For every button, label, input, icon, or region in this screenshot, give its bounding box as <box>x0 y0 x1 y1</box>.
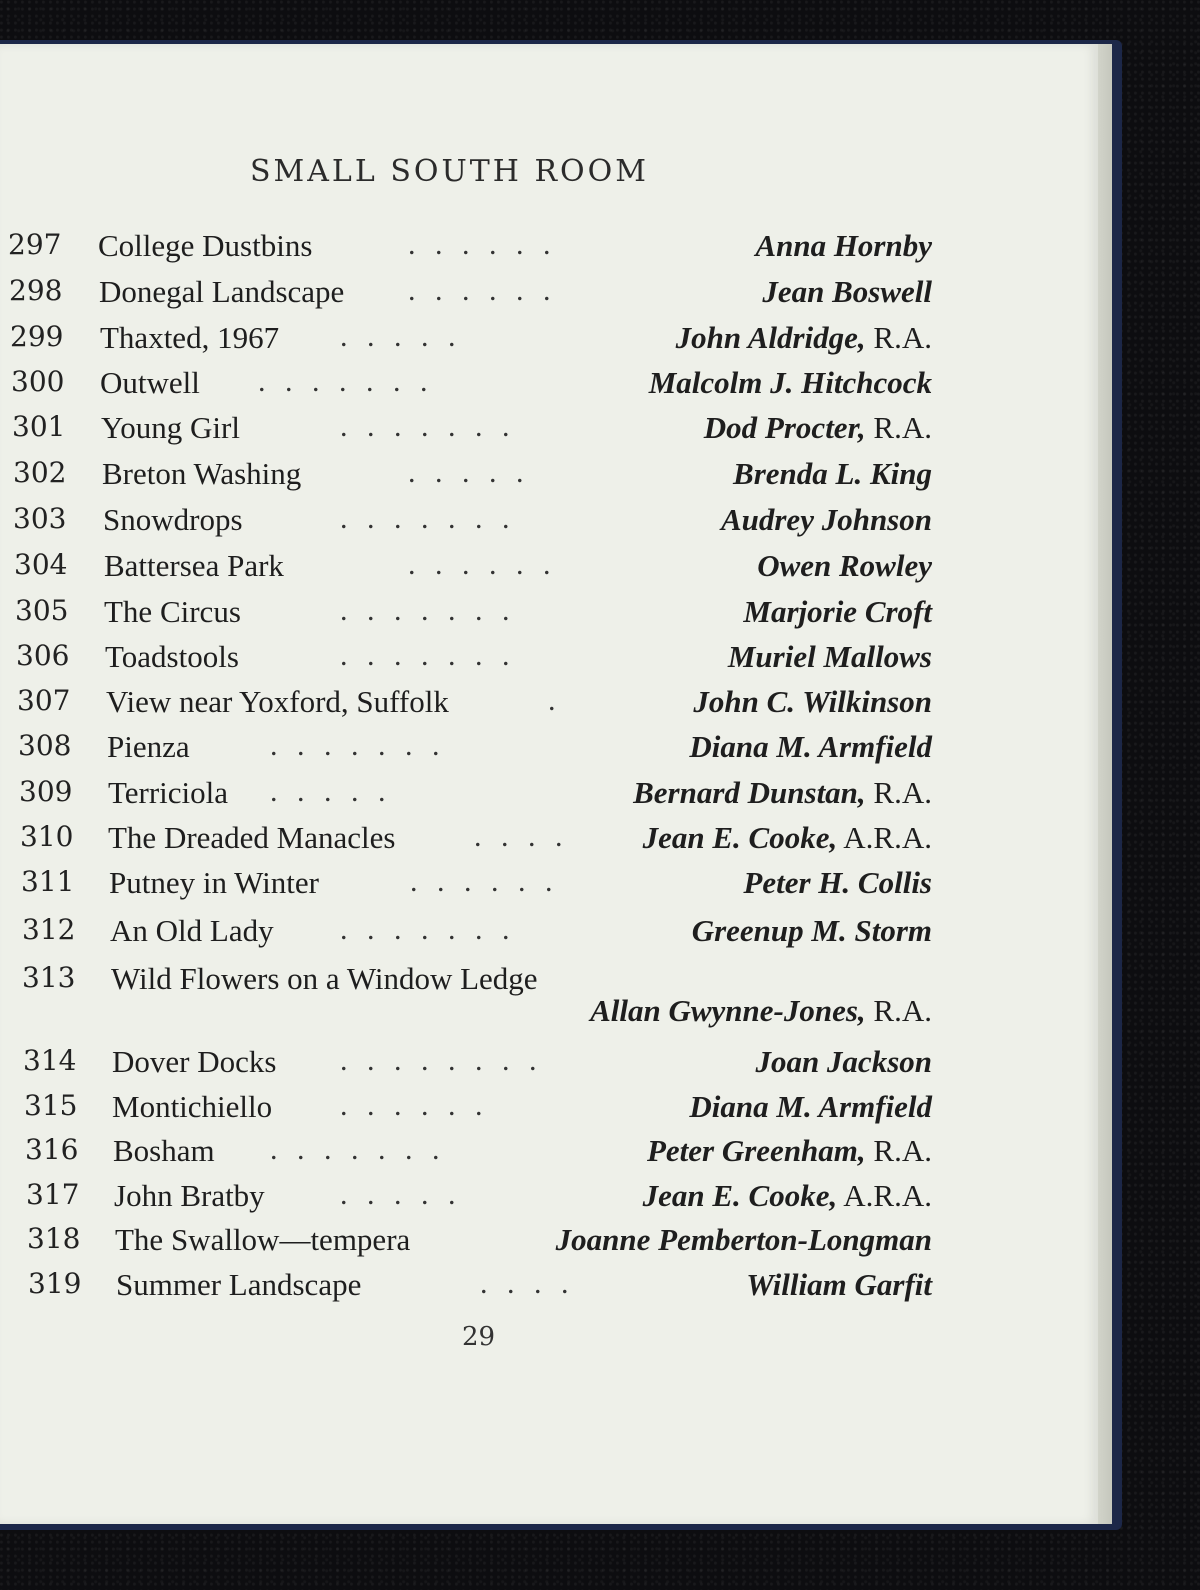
entry-title: Outwell <box>100 365 200 400</box>
entry-title: The Dreaded Manacles <box>108 820 396 855</box>
entry-number: 316 <box>25 1133 79 1166</box>
leader-dots: . <box>548 684 562 717</box>
entry-artist <box>693 684 932 720</box>
entry-title: Toadstools <box>105 639 239 674</box>
entry-title: Wild Flowers on a Window Ledge <box>111 961 538 996</box>
entry-number: 310 <box>20 820 74 853</box>
leader-dots: . . . . . . . <box>270 1133 446 1166</box>
leader-dots: . . . . . . <box>410 865 559 898</box>
artist-name: Jean Boswell <box>762 274 932 309</box>
entry-artist <box>647 1133 932 1169</box>
artist-name: Joanne Pemberton-Longman <box>555 1222 932 1257</box>
entry-title: Summer Landscape <box>116 1267 362 1302</box>
artist-name: Peter Greenham, <box>646 1133 866 1168</box>
entry-artist <box>743 865 932 901</box>
leader-dots: . . . . . . . <box>340 639 516 672</box>
entry-title: Terriciola <box>108 775 229 810</box>
entry-number: 317 <box>26 1178 80 1211</box>
leader-dots: . . . . . . . <box>270 729 446 762</box>
entry-number: 318 <box>27 1222 81 1255</box>
entry-number: 309 <box>19 775 73 808</box>
entry-artist <box>643 1178 932 1214</box>
catalogue-entry <box>0 228 1098 272</box>
entry-number: 307 <box>17 684 71 717</box>
leader-dots: . . . . . . <box>408 548 557 581</box>
entry-artist <box>643 820 932 856</box>
entry-artist <box>692 913 932 949</box>
artist-name: Allan Gwynne-Jones, <box>590 993 866 1028</box>
artist-name: Anna Hornby <box>755 228 932 263</box>
entry-artist <box>689 729 932 765</box>
leader-dots: . . . . <box>480 1267 575 1300</box>
leader-dots: . . . . . <box>270 775 392 808</box>
entry-artist <box>721 502 932 538</box>
artist-honorific: R.A. <box>873 993 932 1028</box>
catalogue-entry <box>0 548 1098 592</box>
entry-artist <box>757 548 932 584</box>
entry-title: View near Yoxford, Suffolk <box>106 684 449 719</box>
catalogue-entry <box>0 1044 1098 1088</box>
entry-title: Dover Docks <box>112 1044 277 1079</box>
entry-title: Thaxted, 1967 <box>100 320 280 355</box>
catalogue-entry <box>0 502 1098 546</box>
entry-number: 315 <box>24 1089 78 1122</box>
entry-number: 308 <box>18 729 72 762</box>
entry-number: 302 <box>13 456 67 489</box>
leader-dots: . . . . <box>474 820 569 853</box>
catalogue-entry <box>0 729 1098 773</box>
entry-artist <box>743 594 932 630</box>
artist-name: Audrey Johnson <box>720 502 932 537</box>
catalogue-entry <box>0 594 1098 638</box>
catalogue-entry <box>0 1089 1098 1133</box>
leader-dots: . . . . . . <box>408 274 557 307</box>
entry-number: 301 <box>12 410 66 443</box>
artist-name: Owen Rowley <box>757 548 932 583</box>
catalogue-entry <box>0 865 1098 909</box>
entry-artist <box>633 775 932 811</box>
artist-name: Diana M. Armfield <box>689 1089 932 1124</box>
entry-number: 300 <box>11 365 65 398</box>
entry-artist <box>755 1044 932 1080</box>
artist-honorific: R.A. <box>873 320 932 355</box>
catalogue-entry <box>0 913 1098 957</box>
entry-title: Donegal Landscape <box>99 274 345 309</box>
entry-artist <box>762 274 932 310</box>
entry-title: An Old Lady <box>110 913 274 948</box>
leader-dots: . . . . . . <box>408 228 557 261</box>
leader-dots: . . . . . . . <box>340 410 516 443</box>
leader-dots: . . . . . . . <box>340 594 516 627</box>
artist-name: John Aldridge, <box>675 320 866 355</box>
catalogue-entry <box>0 320 1098 364</box>
entry-title: Pienza <box>107 729 190 764</box>
leader-dots: . . . . . <box>340 1178 462 1211</box>
entry-artist <box>733 456 932 492</box>
entry-number: 312 <box>22 913 76 946</box>
page-title: SMALL SOUTH ROOM <box>250 154 649 189</box>
entry-title: Bosham <box>113 1133 215 1168</box>
artist-name: Brenda L. King <box>733 456 932 491</box>
entry-number: 319 <box>28 1267 82 1300</box>
entry-number: 298 <box>9 274 63 307</box>
artist-name: Diana M. Armfield <box>689 729 932 764</box>
entry-title: Putney in Winter <box>109 865 319 900</box>
entry-artist <box>676 320 932 356</box>
artist-honorific: R.A. <box>873 775 932 810</box>
artist-honorific: R.A. <box>873 1133 932 1168</box>
catalogue-entry <box>0 456 1098 500</box>
entry-title: College Dustbins <box>98 228 313 263</box>
artist-name: Malcolm J. Hitchcock <box>648 365 932 400</box>
catalogue-entry <box>0 1222 1098 1266</box>
entry-artist <box>755 228 932 264</box>
entry-artist <box>689 1089 932 1125</box>
leader-dots: . . . . . <box>408 456 530 489</box>
catalogue-entry <box>0 775 1098 819</box>
page-number: 29 <box>462 1322 496 1352</box>
leader-dots: . . . . . . . <box>340 502 516 535</box>
artist-name: Dod Procter, <box>703 410 866 445</box>
catalogue-entry <box>0 1267 1098 1311</box>
entry-artist <box>590 993 932 1029</box>
entry-artist <box>746 1267 932 1303</box>
entry-number: 305 <box>15 594 69 627</box>
entry-artist <box>556 1222 932 1258</box>
entry-title: Breton Washing <box>102 456 302 491</box>
entry-number: 306 <box>16 639 70 672</box>
catalogue-entry <box>0 365 1098 409</box>
entry-artist <box>728 639 932 675</box>
entry-title: The Circus <box>104 594 241 629</box>
leader-dots: . . . . . . . . <box>340 1044 543 1077</box>
artist-name: William Garfit <box>746 1267 932 1302</box>
entry-title: John Bratby <box>114 1178 265 1213</box>
leader-dots: . . . . . . <box>340 1089 489 1122</box>
leader-dots: . . . . . . . <box>340 913 516 946</box>
artist-honorific: R.A. <box>873 410 932 445</box>
entry-title: Snowdrops <box>103 502 243 537</box>
artist-name: Marjorie Croft <box>743 594 932 629</box>
catalogue-entry <box>0 961 1098 1028</box>
catalogue-entry <box>0 820 1098 864</box>
artist-name: Jean E. Cooke, <box>642 820 838 855</box>
artist-name: Bernard Dunstan, <box>633 775 866 810</box>
entry-number: 303 <box>13 502 67 535</box>
entry-title: Battersea Park <box>104 548 284 583</box>
catalogue-entry <box>0 684 1098 728</box>
entry-number: 297 <box>8 228 62 261</box>
entry-number: 314 <box>23 1044 77 1077</box>
entry-number: 313 <box>22 961 76 994</box>
entry-artist <box>704 410 932 446</box>
entry-artist <box>649 365 932 401</box>
entry-number: 304 <box>14 548 68 581</box>
catalogue-entry <box>0 1133 1098 1177</box>
leader-dots: . . . . . . . <box>258 365 434 398</box>
entry-title: Montichiello <box>112 1089 273 1124</box>
entry-title: Young Girl <box>101 410 240 445</box>
catalogue-entry <box>0 639 1098 683</box>
entry-number: 299 <box>10 320 64 353</box>
artist-name: Greenup M. Storm <box>691 913 932 948</box>
catalogue-entry <box>0 274 1098 318</box>
artist-name: Muriel Mallows <box>727 639 932 674</box>
artist-honorific: A.R.A. <box>843 1178 932 1213</box>
artist-name: Peter H. Collis <box>743 865 932 900</box>
artist-name: Jean E. Cooke, <box>642 1178 838 1213</box>
leader-dots: . . . . . <box>340 320 462 353</box>
catalogue-entry <box>0 1178 1098 1222</box>
artist-name: Joan Jackson <box>755 1044 932 1079</box>
entry-title: The Swallow—tempera <box>115 1222 411 1257</box>
entry-number: 311 <box>21 865 75 898</box>
artist-honorific: A.R.A. <box>843 820 932 855</box>
catalogue-entry <box>0 410 1098 454</box>
artist-name: John C. Wilkinson <box>693 684 932 719</box>
